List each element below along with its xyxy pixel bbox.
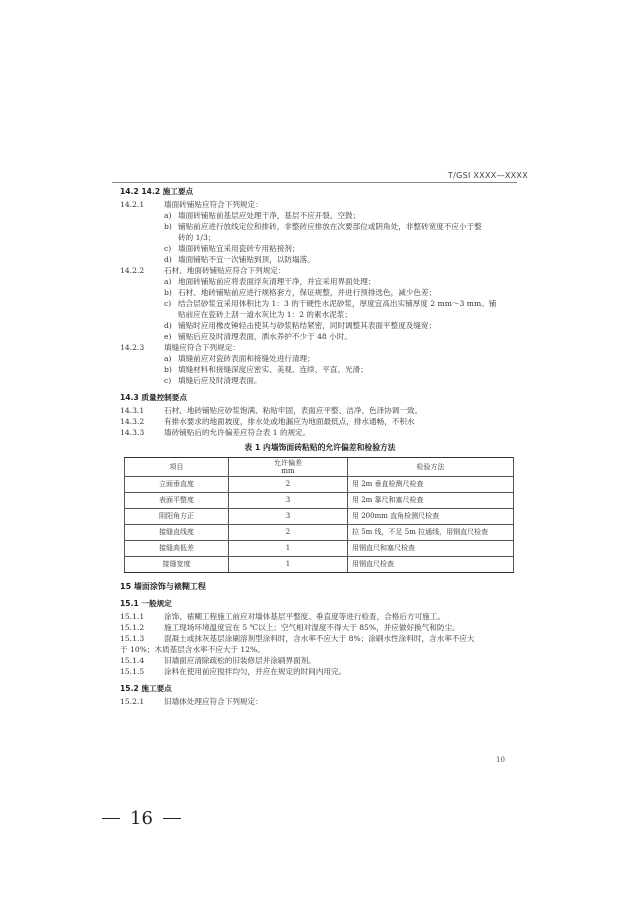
table-row (125, 493, 514, 509)
item-text-continued: 砖的 1/3； (178, 233, 216, 242)
item-label: d) (164, 255, 172, 264)
item-label: a) (164, 354, 172, 363)
clause-number: 15.1.5 (120, 667, 145, 676)
header-rule (112, 182, 517, 183)
item-text: 填缝后应及时清理表面。 (178, 376, 262, 385)
list-item (120, 298, 520, 309)
inner-page-number: 10 (496, 756, 505, 764)
header-method: 检验方法 (348, 458, 514, 477)
item-text: 铺贴时应用橡皮锤轻击使其与砂浆粘结紧密，同时调整其表面平整度及缝宽； (178, 321, 437, 330)
clause-text: 墙砖铺贴后的允许偏差应符合表 1 的规定。 (164, 428, 311, 437)
clause-14-2-1 (120, 199, 520, 210)
cell-item: 接缝高低差 (125, 541, 229, 557)
clause-text: 墙面砖铺贴应符合下列规定： (164, 200, 263, 209)
list-item (120, 221, 520, 232)
item-label: e) (164, 332, 172, 341)
clause-text: 施工现场环境温度宜在 5 ℃以上；空气相对湿度不得大于 85%，并应做好换气和防尘。 (164, 623, 460, 632)
list-item (120, 375, 520, 386)
item-text: 地面砖铺贴前应将表面浮灰清理干净，并宜采用界面处理； (178, 277, 376, 286)
table-row (125, 509, 514, 525)
list-item (120, 243, 520, 254)
clause-14-3-2 (120, 416, 520, 427)
cell-method: 用钢直尺检查 (348, 557, 514, 573)
clause-15-1-1 (120, 611, 520, 622)
cell-method: 拉 5m 线，不足 5m 拉通线，用钢直尺检查 (348, 525, 514, 541)
table-header-row (125, 458, 514, 477)
cell-deviation: 2 (229, 477, 348, 493)
section-heading-15-2: 15.2 施工要点 (120, 684, 172, 693)
cell-deviation: 3 (229, 509, 348, 525)
list-item (120, 331, 520, 342)
item-text: 填缝材料和接缝深度应密实、美观、连续、平直、光滑； (178, 365, 368, 374)
clause-15-1-5 (120, 666, 520, 677)
clause-text: 涂饰、裱糊工程施工前应对墙体基层平整度、垂直度等进行检查，合格后方可施工。 (164, 612, 445, 621)
clause-number: 14.2.1 (120, 200, 145, 209)
section-heading-15-1: 15.1 一般规定 (120, 599, 172, 608)
item-text: 填缝前应对瓷砖表面和接缝处进行清理； (178, 354, 315, 363)
cell-item: 立面垂直度 (125, 477, 229, 493)
list-item (120, 276, 520, 287)
item-label: c) (164, 244, 172, 253)
section-heading-14-2: 14.2 14.2 施工要点 (120, 187, 194, 196)
clause-number: 14.3.1 (120, 406, 145, 415)
item-text-continued: 贴前应在瓷砖上刮一道水灰比为 1：2 的素水泥浆； (178, 310, 352, 319)
clause-text: 填缝应符合下列规定： (164, 343, 240, 352)
cell-item: 接缝宽度 (125, 557, 229, 573)
right-dash (163, 818, 181, 820)
table-row (125, 557, 514, 573)
item-text: 墙面铺贴不宜一次铺贴到顶，以防塌落。 (178, 255, 315, 264)
clause-text: 混凝土或抹灰基层涂刷溶剂型涂料时，含水率不应大于 8%；涂刷水性涂料时，含水率不应大 (164, 634, 475, 643)
clause-15-1-4 (120, 655, 520, 666)
outer-page-number-text: 16 (130, 808, 153, 829)
cell-deviation: 2 (229, 525, 348, 541)
cell-method: 用 2m 靠尺和塞尺检查 (348, 493, 514, 509)
clause-14-2-3 (120, 342, 520, 353)
clause-number: 14.3.2 (120, 417, 145, 426)
cell-item: 表面平整度 (125, 493, 229, 509)
list-item (120, 287, 520, 298)
item-label: b) (164, 288, 172, 297)
table-row (125, 477, 514, 493)
header-deviation-label: 允许偏差 (274, 459, 302, 467)
clause-14-3-1 (120, 405, 520, 416)
item-label: b) (164, 222, 172, 231)
list-item (120, 364, 520, 375)
clause-15-1-3 (120, 633, 520, 644)
cell-method: 用钢直尺和塞尺检查 (348, 541, 514, 557)
clause-number: 14.2.3 (120, 343, 145, 352)
clause-text-continued: 于 10%；木质基层含水率不应大于 12%。 (120, 645, 265, 654)
list-item (120, 320, 520, 331)
section-heading-14-3: 14.3 质量控制要点 (120, 393, 187, 402)
clause-15-1-2 (120, 622, 520, 633)
item-text: 铺贴前应进行放线定位和排砖，非整砖应排放在次要部位或阴角处，非整砖宽度不应小于整 (178, 222, 482, 231)
list-item (120, 353, 520, 364)
clause-number: 14.2.2 (120, 266, 145, 275)
item-label: c) (164, 299, 172, 308)
chapter-heading-15: 15 墙面涂饰与裱糊工程 (120, 582, 206, 591)
tolerance-table (124, 457, 514, 573)
cell-item: 接缝直线度 (125, 525, 229, 541)
item-text: 结合层砂浆宜采用体积比为 1：3 的干硬性水泥砂浆，厚度宜高出实铺厚度 2 mm～3 mm。铺 (178, 299, 497, 308)
clause-text: 有排水要求的地面坡度，排水处或地漏应为地面最低点，排水通畅，不积水 (164, 417, 415, 426)
table-row (125, 525, 514, 541)
clause-text: 旧墙体处理应符合下列规定： (164, 697, 263, 706)
clause-text: 石材、地面砖铺贴应符合下列规定： (164, 266, 286, 275)
clause-number: 15.1.2 (120, 623, 145, 632)
table-row (125, 541, 514, 557)
clause-14-2-2 (120, 265, 520, 276)
item-label: c) (164, 376, 172, 385)
cell-deviation: 1 (229, 557, 348, 573)
outer-page-number (92, 808, 191, 829)
item-label: a) (164, 277, 172, 286)
item-text: 石材、地砖铺贴前应进行规格套方，保证规整，并进行预排选色，减少色差； (178, 288, 437, 297)
clause-number: 14.3.3 (120, 428, 145, 437)
cell-item: 阴阳角方正 (125, 509, 229, 525)
cell-method: 用 2m 垂直检测尺检查 (348, 477, 514, 493)
clause-number: 15.1.1 (120, 612, 145, 621)
clause-text: 石材、地砖铺贴应砂浆饱满、粘贴牢固，表面应平整、洁净、色泽协调一致。 (164, 406, 423, 415)
item-label: d) (164, 321, 172, 330)
header-item: 项目 (125, 458, 229, 477)
left-dash (102, 818, 120, 820)
clause-14-3-3 (120, 427, 520, 438)
header-deviation (229, 458, 348, 477)
clause-15-2-1 (120, 696, 520, 707)
table-caption: 表 1 内墙饰面砖粘贴的允许偏差和检验方法 (244, 443, 396, 452)
clause-number: 15.1.3 (120, 634, 145, 643)
list-item (120, 254, 520, 265)
list-item (120, 210, 520, 221)
cell-method: 用 200mm 直角检测尺检查 (348, 509, 514, 525)
item-label: b) (164, 365, 172, 374)
clause-text: 旧墙面应清除疏松的旧装修层并涂刷界面剂。 (164, 656, 316, 665)
item-text: 墙面砖铺贴前基层应处理干净，基层不应开裂、空鼓； (178, 211, 361, 220)
document-body (120, 186, 520, 707)
item-label: a) (164, 211, 172, 220)
clause-number: 15.1.4 (120, 656, 145, 665)
item-text: 墙面砖铺贴宜采用瓷砖专用粘接剂； (178, 244, 300, 253)
header-deviation-unit: mm (281, 467, 295, 475)
standard-code: T/GSI XXXX—XXXX (447, 171, 528, 180)
cell-deviation: 1 (229, 541, 348, 557)
cell-deviation: 3 (229, 493, 348, 509)
clause-number: 15.2.1 (120, 697, 145, 706)
item-text: 铺贴后应及时清理表面，洒水养护不少于 48 小时。 (178, 332, 352, 341)
clause-text: 涂料在使用前应搅拌均匀，并应在规定的时间内用完。 (164, 667, 347, 676)
